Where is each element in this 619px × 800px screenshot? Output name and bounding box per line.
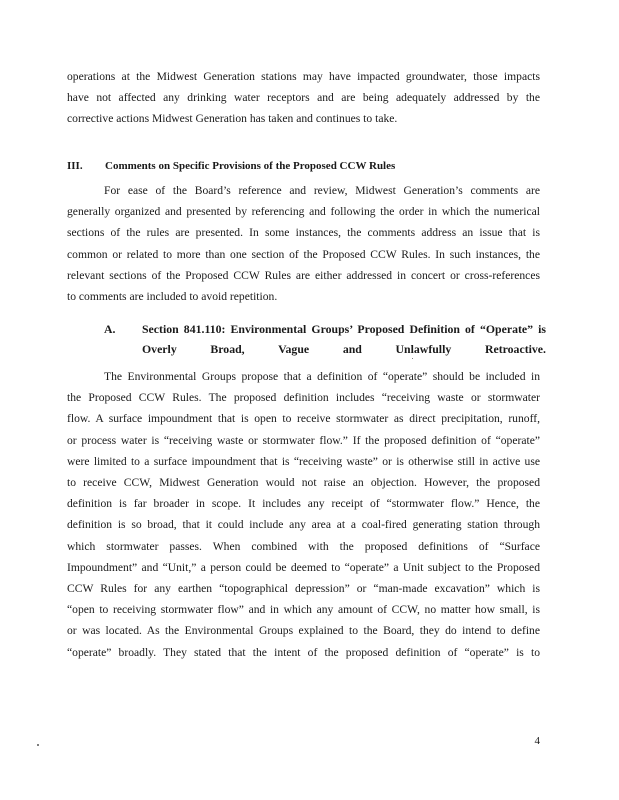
section-number: III. xyxy=(67,160,83,172)
text-line: corrective actions Midwest Generation has taken and continues to take. xyxy=(67,112,398,126)
text-line: relevant sections of the Proposed CCW Rules are either addressed in concert or cross-references xyxy=(67,268,540,282)
text-line: to receive CCW, Midwest Generation would not raise an objection. However, the proposed xyxy=(67,476,540,490)
text-line: generally organized and presented by referencing and following the order in which the numerical xyxy=(67,205,540,219)
text-line: definition is far broader in scope. It includes any receipt of “stormwater flow.” Hence, the xyxy=(67,497,540,511)
text-line: For ease of the Board’s reference and review, Midwest Generation’s comments are xyxy=(104,184,540,197)
paragraph-continuation xyxy=(67,66,540,130)
text-line: common or related to more than one section of the Proposed CCW Rules. In such instances, the xyxy=(67,247,540,261)
text-line: The Environmental Groups propose that a definition of “operate” should be included in xyxy=(104,370,540,383)
text-line: “operate” broadly. They stated that the intent of the proposed definition of “operate” is to xyxy=(67,645,540,659)
subsection-letter: A. xyxy=(104,322,116,336)
subsection-title xyxy=(142,319,546,359)
text-line: to comments are included to avoid repetition. xyxy=(67,290,278,304)
scan-speck xyxy=(412,358,413,359)
text-line: flow. A surface impoundment that is open to receive stormwater as direct precipitation, runoff, xyxy=(67,412,540,426)
scan-speck xyxy=(37,744,39,746)
page-number: 4 xyxy=(534,735,540,747)
paragraph-intro xyxy=(67,180,540,307)
text-line: CCW Rules for any earthen “topographical depression” or “man-made excavation” which is xyxy=(67,582,540,596)
text-line: sections of the rules are presented. In some instances, the comments address an issue that is xyxy=(67,226,540,240)
text-line: the Proposed CCW Rules. The proposed definition includes “receiving waste or stormwater xyxy=(67,391,540,405)
text-line: have not affected any drinking water receptors and are being adequately addressed by the xyxy=(67,91,540,105)
section-heading xyxy=(67,160,395,172)
section-title: Comments on Specific Provisions of the Proposed CCW Rules xyxy=(105,160,396,172)
text-line: Impoundment” and “Unit,” a person could be deemed to “operate” a Unit subject to the Proposed xyxy=(67,560,540,574)
text-line: which stormwater passes. When combined with the proposed definitions of “Surface xyxy=(67,539,540,553)
paragraph-operate xyxy=(67,366,540,663)
text-line: or was located. As the Environmental Groups explained to the Board, they do intend to define xyxy=(67,624,540,638)
text-line: or process water is “receiving waste or stormwater flow.” If the proposed definition of “operate” xyxy=(67,433,540,447)
text-line: operations at the Midwest Generation stations may have impacted groundwater, those impacts xyxy=(67,70,540,83)
text-line: “open to receiving stormwater flow” and in which any amount of CCW, no matter how small, is xyxy=(67,603,540,617)
subsection-title-line: Overly Broad, Vague and Unlawfully Retroactive. xyxy=(142,342,546,356)
text-line: were limited to a surface impoundment that is “receiving waste” or is otherwise still in active use xyxy=(67,454,540,468)
subsection-title-line: Section 841.110: Environmental Groups’ Proposed Definition of “Operate” is xyxy=(142,322,546,336)
text-line: definition is so broad, that it could include any area at a coal-fired generating station through xyxy=(67,518,540,532)
